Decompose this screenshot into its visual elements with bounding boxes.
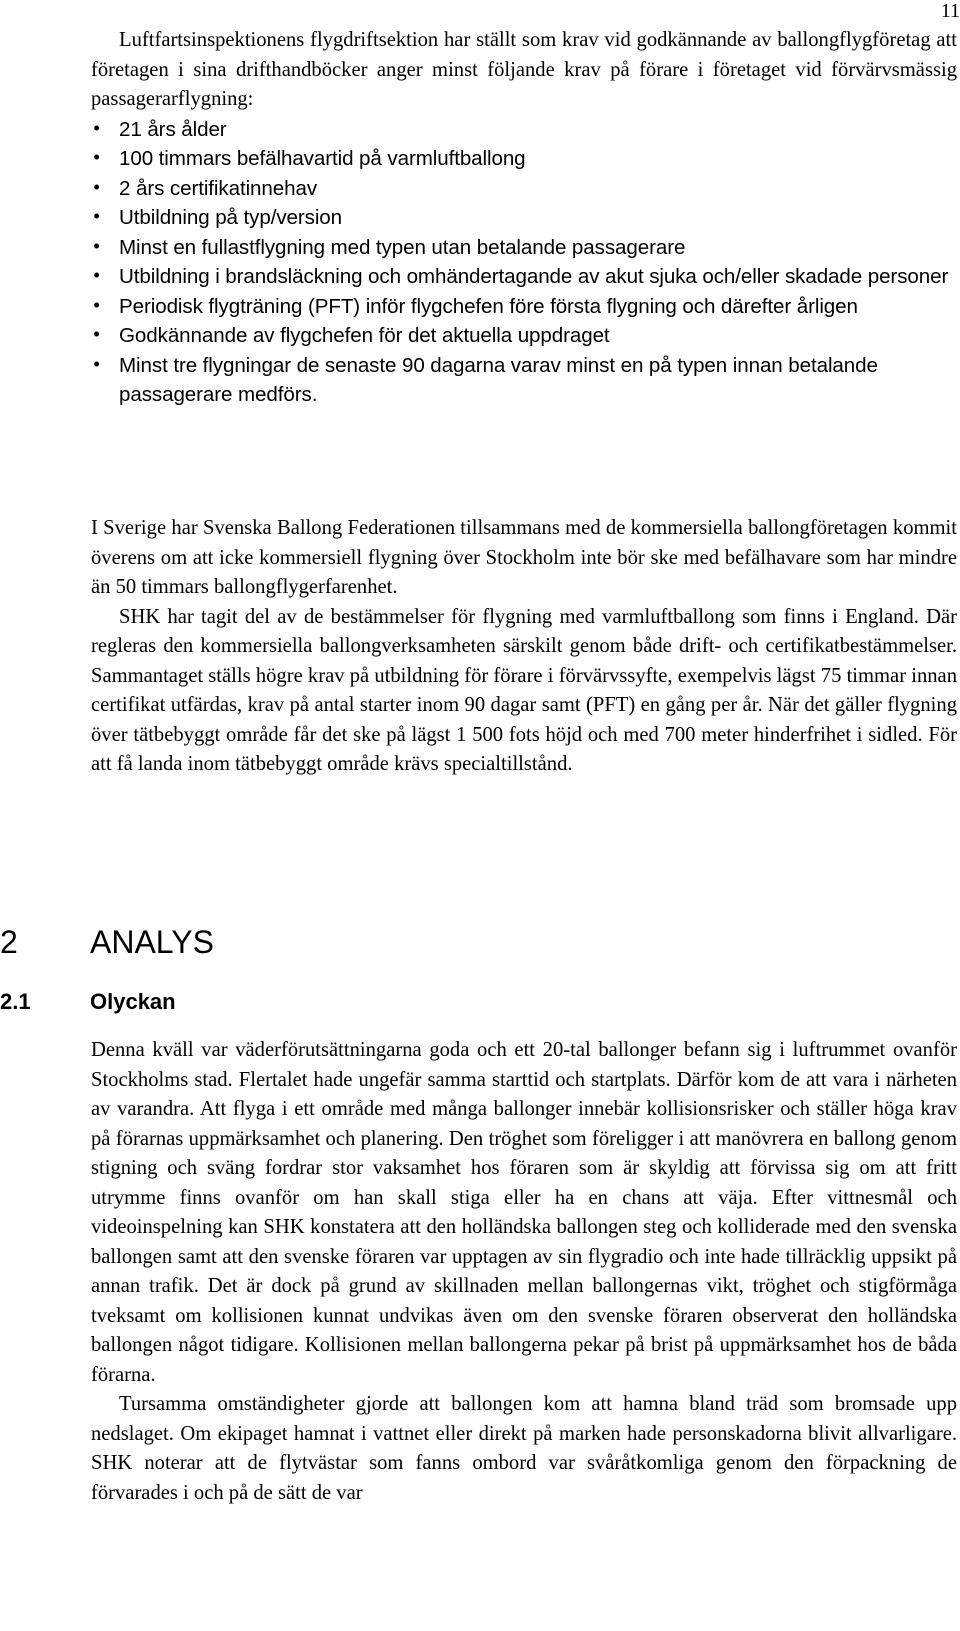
list-item: • Godkännande av flygchefen för det aktuella uppdraget: [91, 321, 957, 351]
section-heading: [0, 924, 214, 961]
list-item: • 2 års certifikatinnehav: [91, 174, 957, 204]
list-item: • Utbildning på typ/version: [91, 203, 957, 233]
list-item: • 21 års ålder: [91, 115, 957, 145]
intro-paragraph: Luftfartsinspektionens flygdriftsektion har ställt som krav vid godkännande av ballongflygföretag att företagen i sina drifthandböcker anger minst följande krav på förare i företaget vid förvärvsmässig passagerarflygning:: [91, 29, 957, 110]
section-title: ANALYS: [90, 924, 214, 960]
bullet-icon: •: [93, 176, 101, 199]
bullet-icon: •: [93, 147, 101, 169]
bullet-icon: •: [93, 353, 101, 376]
subsection-heading: [0, 989, 176, 1015]
requirements-list: [91, 115, 957, 410]
list-item: • Minst en fullastflygning med typen utan betalande passagerare: [91, 233, 957, 263]
page-number: 11: [940, 0, 960, 22]
subsection-number: 2.1: [0, 989, 31, 1014]
list-item: • Minst tre flygningar de senaste 90 dagarna varav minst en på typen innan betalande passagerare medförs.: [91, 351, 957, 410]
analysis-paragraph: Tursamma omständigheter gjorde att ballongen kom att hamna bland träd som bromsade upp nedslaget. Om ekipaget hamnat i vattnet eller direkt på marken hade personskadorna blivit allvarligare. SHK noterar att de flytvästar som fanns ombord var svåråtkomliga genom den förpackning de förvarades i och på de sätt de var: [91, 1393, 957, 1504]
analysis-paragraph: Denna kväll var väderförutsättningarna goda och ett 20-tal ballonger befann sig i luftrummet ovanför Stockholms stad. Flertalet hade ungefär samma starttid och startplats. Därför kom de att vara i närheten av varandra. Att flyga i ett område med många ballonger innebär kollisionsrisker och ställer höga krav på förarnas uppmärksamhet och planering. Den tröghet som föreligger i att manövrera en ballong genom stigning och sväng fordrar stor vaksamhet hos föraren som är skyldig att förvissa sig om att fritt utrymme finns ovanför om han skall stiga eller ha en chans att väja. Efter vittnesmål och videoinspelning kan SHK konstatera att den holländska ballongen steg och kolliderade med den svenska ballongen samt att den svenske föraren var upptagen av sin flygradio och inte hade tillräcklig uppsikt på annan trafik. Det är dock på grund av skillnaden mellan ballongernas vikt, tröghet och stigförmåga tveksamt om kollisionen kunnat undvikas även om den svenske föraren observerat den holländska ballongen något tidigare. Kollisionen mellan ballongerna pekar på brist på uppmärksamhet hos de båda förarna.: [91, 1039, 957, 1386]
sweden-paragraph: I Sverige har Svenska Ballong Federationen tillsammans med de kommersiella ballongföretagen kommit överens om att icke kommersiell flygning över Stockholm inte bör ske med befälhavare som har mindre än 50 timmars ballongflygerfarenhet.: [91, 517, 957, 598]
bullet-icon: •: [93, 324, 101, 346]
subsection-title: Olyckan: [90, 989, 176, 1014]
requirements-section: [91, 26, 957, 410]
england-paragraph: SHK har tagit del av de bestämmelser för flygning med varmluftballong som finns i England. Där regleras den kommersiella ballongverksamheten särskilt genom både drift- och certifikatbestämmelser. Sammantaget ställs högre krav på utbildning för förare i förvärvssyfte, exempelvis lägst 75 timmar innan certifikat utfärdas, krav på antal starter inom 90 dagar samt (PFT) en gång per år. När det gäller flygning över tätbebyggt område får det ske på lägst 1 500 fots höjd och med 700 meter hinderfrihet i sidled. För att få landa inom tätbebyggt område krävs specialtillstånd.: [91, 605, 957, 775]
regulations-section: [91, 514, 957, 780]
analysis-section: [91, 1036, 957, 1508]
list-item: • Periodisk flygträning (PFT) inför flygchefen före första flygning och därefter årligen: [91, 292, 957, 322]
section-number: 2: [0, 924, 18, 960]
bullet-icon: •: [93, 294, 101, 317]
bullet-icon: •: [93, 265, 101, 287]
list-item: • 100 timmars befälhavartid på varmluftballong: [91, 144, 957, 174]
list-item: • Utbildning i brandsläckning och omhändertagande av akut sjuka och/eller skadade personer: [91, 262, 957, 292]
bullet-icon: •: [93, 117, 101, 140]
bullet-icon: •: [93, 206, 101, 228]
bullet-icon: •: [93, 235, 101, 258]
